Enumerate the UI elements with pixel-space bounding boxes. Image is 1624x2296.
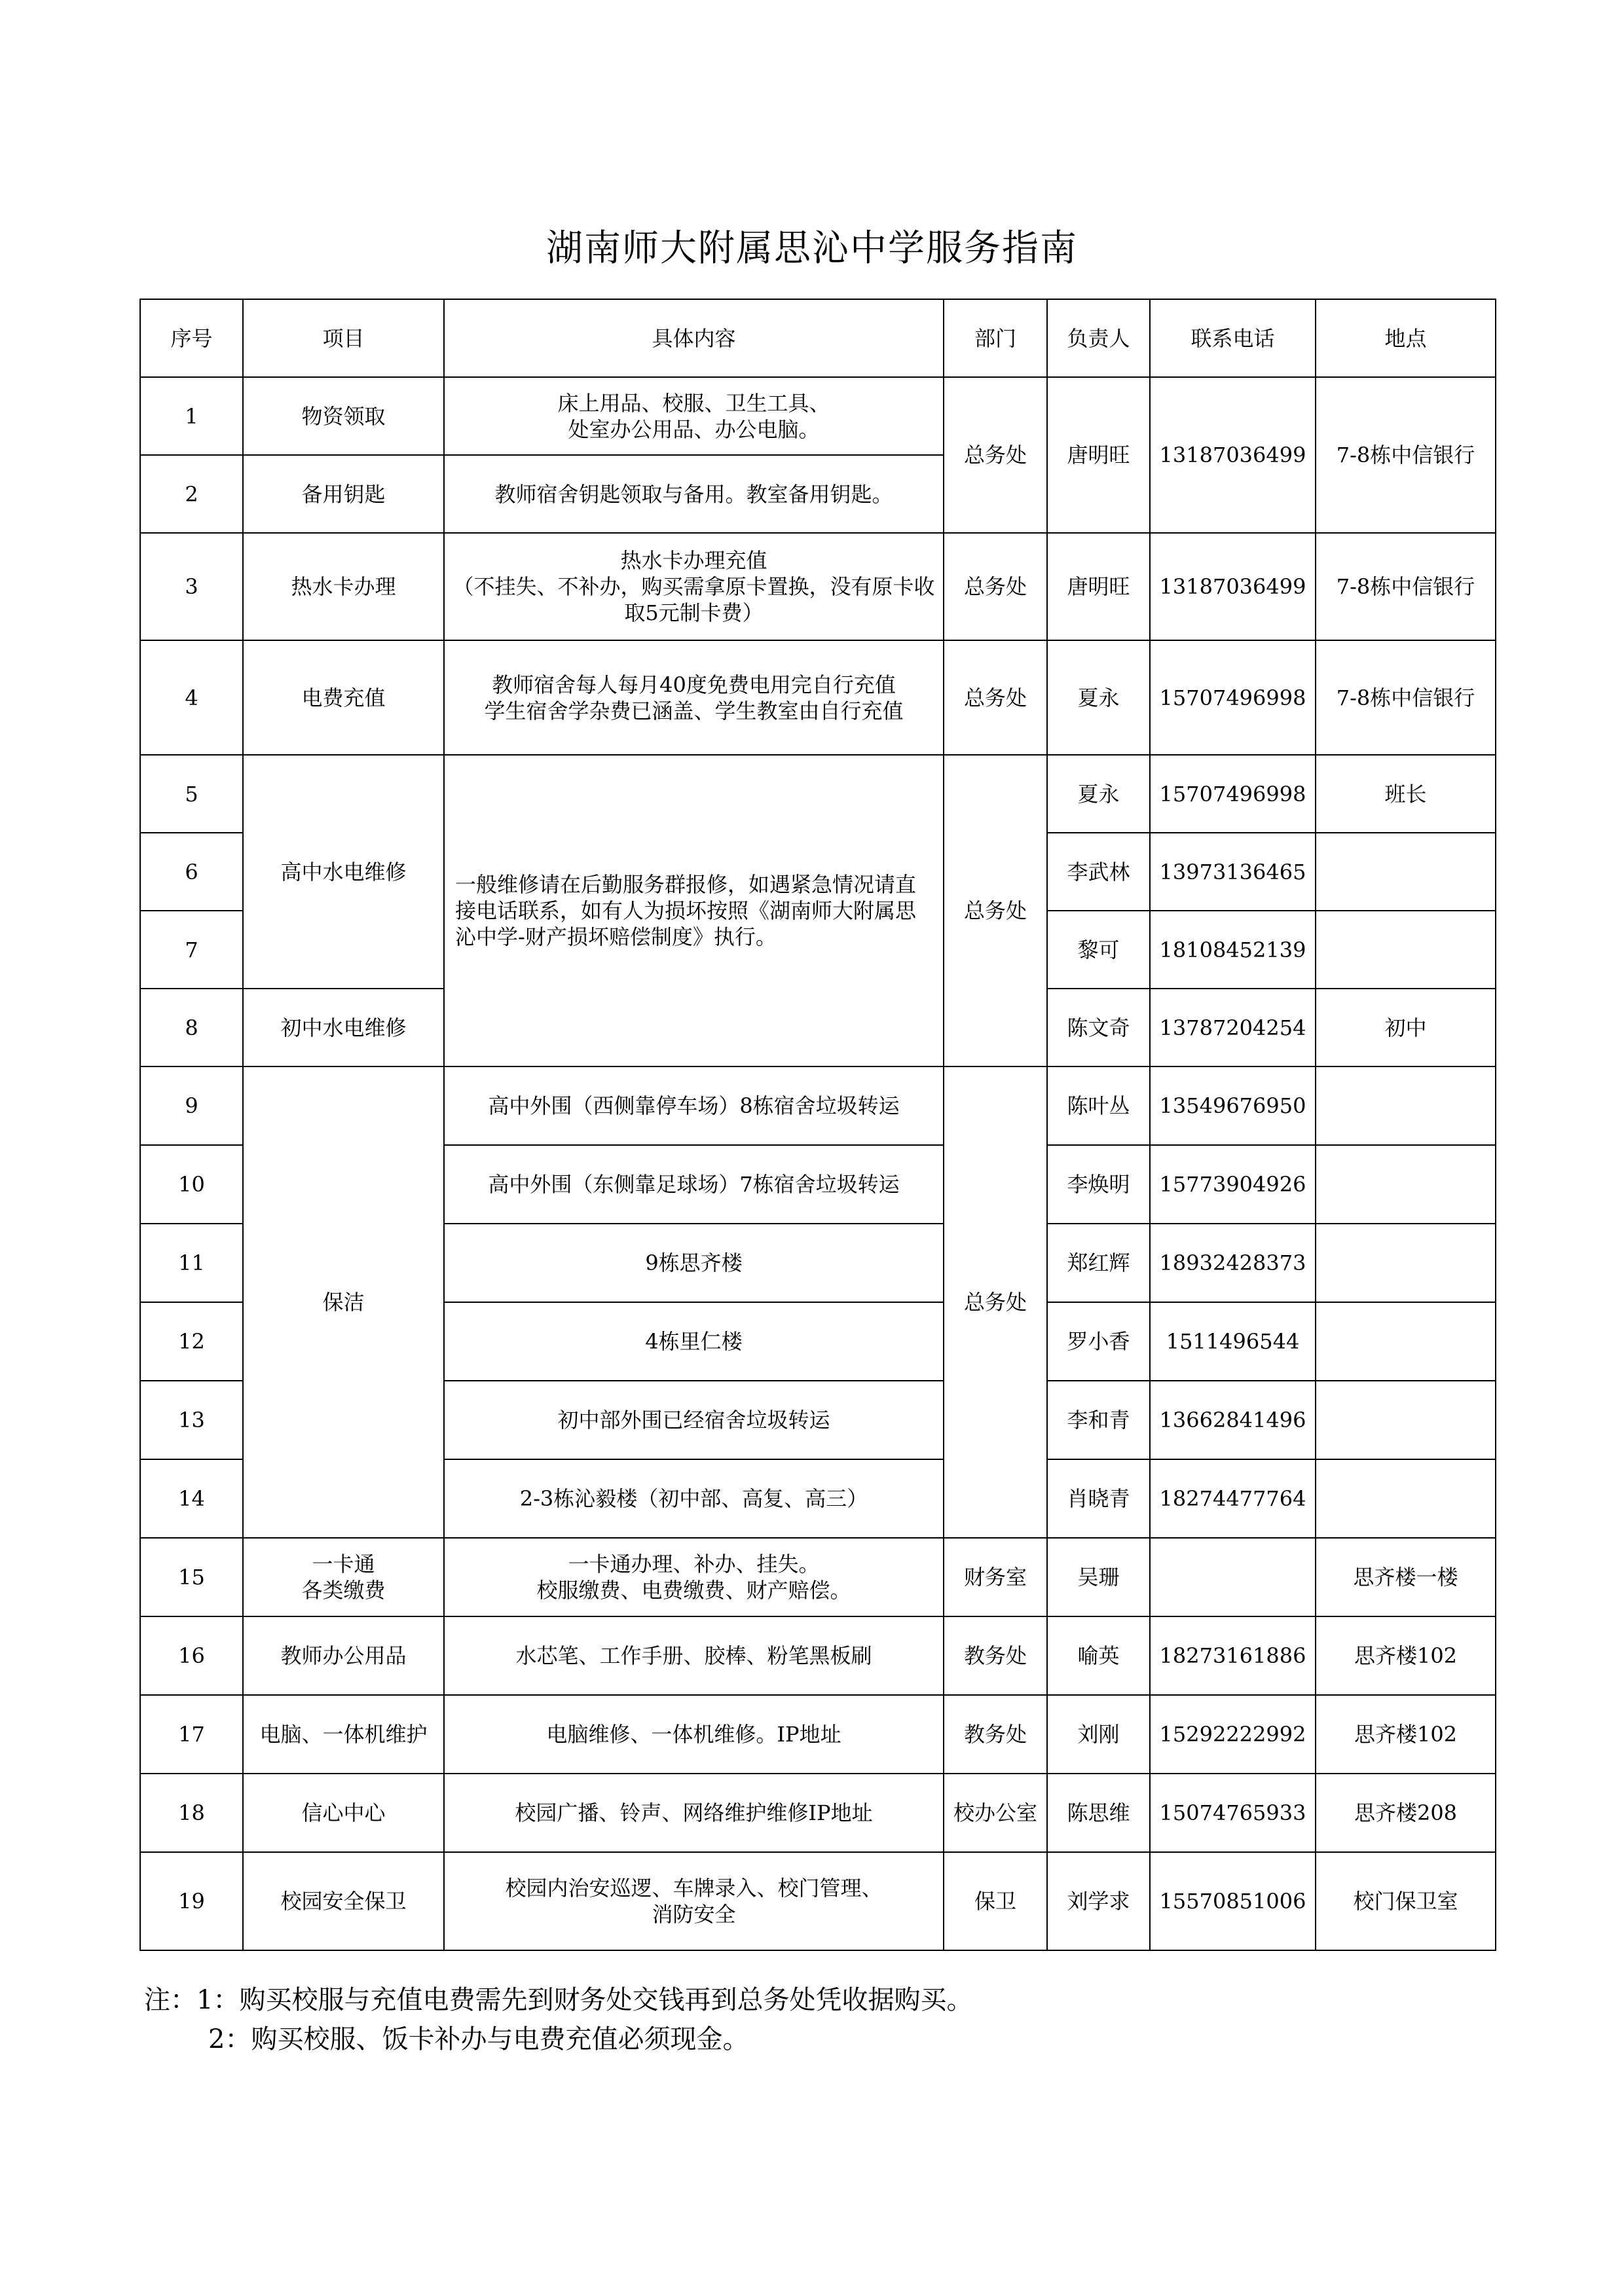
row-content: 4栋里仁楼: [444, 1302, 944, 1381]
header-phone: 联系电话: [1150, 299, 1316, 377]
row-content: 高中外围（西侧靠停车场）8栋宿舍垃圾转运: [444, 1066, 944, 1145]
table-row: [140, 640, 1496, 755]
row-location: [1316, 1066, 1496, 1145]
row-no: 12: [140, 1302, 243, 1381]
row-location: 思齐楼一楼: [1316, 1538, 1496, 1616]
row-no: 9: [140, 1066, 243, 1145]
header-location: 地点: [1316, 299, 1496, 377]
row-phone: 15074765933: [1150, 1774, 1316, 1852]
row-item: 高中水电维修: [243, 755, 444, 989]
row-content: 校园广播、铃声、网络维护维修IP地址: [444, 1774, 944, 1852]
row-person: 李和青: [1047, 1381, 1150, 1459]
table-row: [140, 1066, 1496, 1145]
row-person: 喻英: [1047, 1616, 1150, 1695]
row-no: 16: [140, 1616, 243, 1695]
row-dept: 总务处: [944, 533, 1047, 640]
row-item: 备用钥匙: [243, 455, 444, 533]
row-location: [1316, 1459, 1496, 1538]
service-guide-table: [139, 299, 1496, 1951]
row-location: [1316, 833, 1496, 911]
row-location: 7-8栋中信银行: [1316, 377, 1496, 533]
row-no: 4: [140, 640, 243, 755]
row-content: 水芯笔、工作手册、胶棒、粉笔黑板刷: [444, 1616, 944, 1695]
row-item: 保洁: [243, 1066, 444, 1538]
row-location: 初中: [1316, 989, 1496, 1066]
row-person: 刘刚: [1047, 1695, 1150, 1774]
row-location: [1316, 1381, 1496, 1459]
row-phone: 15570851006: [1150, 1852, 1316, 1950]
row-location: 思齐楼208: [1316, 1774, 1496, 1852]
row-person: 陈文奇: [1047, 989, 1150, 1066]
row-content: 2-3栋沁毅楼（初中部、高复、高三）: [444, 1459, 944, 1538]
row-person: 黎可: [1047, 911, 1150, 989]
row-no: 2: [140, 455, 243, 533]
row-location: 思齐楼102: [1316, 1616, 1496, 1695]
row-item: 教师办公用品: [243, 1616, 444, 1695]
row-dept: 总务处: [944, 1066, 1047, 1538]
row-item: 热水卡办理: [243, 533, 444, 640]
row-content: 高中外围（东侧靠足球场）7栋宿舍垃圾转运: [444, 1145, 944, 1224]
row-no: 8: [140, 989, 243, 1066]
row-person: 夏永: [1047, 755, 1150, 833]
row-person: 郑红辉: [1047, 1224, 1150, 1302]
row-item: 电费充值: [243, 640, 444, 755]
row-no: 3: [140, 533, 243, 640]
row-item: 电脑、一体机维护: [243, 1695, 444, 1774]
table-row: [140, 1616, 1496, 1695]
row-person: 罗小香: [1047, 1302, 1150, 1381]
table-row: [140, 1695, 1496, 1774]
row-content: 床上用品、校服、卫生工具、 处室办公用品、办公电脑。: [444, 377, 944, 455]
row-person: 陈叶丛: [1047, 1066, 1150, 1145]
header-dept: 部门: [944, 299, 1047, 377]
row-person: 夏永: [1047, 640, 1150, 755]
row-person: 吴珊: [1047, 1538, 1150, 1616]
row-no: 5: [140, 755, 243, 833]
row-content: 教师宿舍钥匙领取与备用。教室备用钥匙。: [444, 455, 944, 533]
row-phone: 15707496998: [1150, 640, 1316, 755]
row-phone: 18273161886: [1150, 1616, 1316, 1695]
row-person: 陈思维: [1047, 1774, 1150, 1852]
row-no: 7: [140, 911, 243, 989]
row-person: 刘学求: [1047, 1852, 1150, 1950]
row-no: 1: [140, 377, 243, 455]
table-row: [140, 1774, 1496, 1852]
row-no: 19: [140, 1852, 243, 1950]
row-no: 18: [140, 1774, 243, 1852]
row-phone: 13549676950: [1150, 1066, 1316, 1145]
row-item: 一卡通 各类缴费: [243, 1538, 444, 1616]
header-content: 具体内容: [444, 299, 944, 377]
row-phone: 18108452139: [1150, 911, 1316, 989]
note-line-1: 注：1：购买校服与充值电费需先到财务处交钱再到总务处凭收据购买。: [144, 1985, 973, 2015]
row-no: 14: [140, 1459, 243, 1538]
row-phone: 13187036499: [1150, 533, 1316, 640]
table-header-row: [140, 299, 1496, 377]
row-content: 9栋思齐楼: [444, 1224, 944, 1302]
row-dept: 保卫: [944, 1852, 1047, 1950]
row-content: 热水卡办理充值 （不挂失、不补办，购买需拿原卡置换，没有原卡收取5元制卡费）: [444, 533, 944, 640]
row-location: [1316, 911, 1496, 989]
row-content: 初中部外围已经宿舍垃圾转运: [444, 1381, 944, 1459]
row-phone: 13973136465: [1150, 833, 1316, 911]
row-content: 一般维修请在后勤服务群报修，如遇紧急情况请直接电话联系，如有人为损坏按照《湖南师大附属思沁中学-财产损坏赔偿制度》执行。: [444, 755, 944, 1066]
row-phone: 15707496998: [1150, 755, 1316, 833]
row-content: 校园内治安巡逻、车牌录入、校门管理、 消防安全: [444, 1852, 944, 1950]
row-dept: 总务处: [944, 377, 1047, 533]
row-dept: 总务处: [944, 755, 1047, 1066]
row-phone: 13187036499: [1150, 377, 1316, 533]
row-phone: 1511496544: [1150, 1302, 1316, 1381]
row-person: 李焕明: [1047, 1145, 1150, 1224]
row-person: 李武林: [1047, 833, 1150, 911]
header-item: 项目: [243, 299, 444, 377]
row-location: 班长: [1316, 755, 1496, 833]
table-row: [140, 377, 1496, 455]
row-dept: 财务室: [944, 1538, 1047, 1616]
row-no: 13: [140, 1381, 243, 1459]
row-no: 15: [140, 1538, 243, 1616]
row-no: 11: [140, 1224, 243, 1302]
row-phone: 18274477764: [1150, 1459, 1316, 1538]
row-location: 校门保卫室: [1316, 1852, 1496, 1950]
notes-section: [144, 1980, 972, 2059]
row-dept: 教务处: [944, 1616, 1047, 1695]
row-location: [1316, 1145, 1496, 1224]
row-phone: 18932428373: [1150, 1224, 1316, 1302]
row-phone: 13662841496: [1150, 1381, 1316, 1459]
row-location: [1316, 1302, 1496, 1381]
table-row: [140, 755, 1496, 833]
header-person: 负责人: [1047, 299, 1150, 377]
row-phone: [1150, 1538, 1316, 1616]
row-content: 一卡通办理、补办、挂失。 校服缴费、电费缴费、财产赔偿。: [444, 1538, 944, 1616]
row-dept: 校办公室: [944, 1774, 1047, 1852]
row-no: 17: [140, 1695, 243, 1774]
row-no: 10: [140, 1145, 243, 1224]
row-location: [1316, 1224, 1496, 1302]
note-line-2: 2：购买校服、饭卡补办与电费充值必须现金。: [208, 2024, 749, 2054]
row-location: 思齐楼102: [1316, 1695, 1496, 1774]
page-title: 湖南师大附属思沁中学服务指南: [546, 227, 1078, 270]
header-no: 序号: [140, 299, 243, 377]
row-location: 7-8栋中信银行: [1316, 640, 1496, 755]
table-row: [140, 533, 1496, 640]
row-item: 初中水电维修: [243, 989, 444, 1066]
row-item: 信心中心: [243, 1774, 444, 1852]
row-phone: 15292222992: [1150, 1695, 1316, 1774]
row-phone: 15773904926: [1150, 1145, 1316, 1224]
row-phone: 13787204254: [1150, 989, 1316, 1066]
row-location: 7-8栋中信银行: [1316, 533, 1496, 640]
row-content: 教师宿舍每人每月40度免费电用完自行充值 学生宿舍学杂费已涵盖、学生教室由自行充值: [444, 640, 944, 755]
table-row: [140, 1852, 1496, 1950]
row-item: 物资领取: [243, 377, 444, 455]
row-item: 校园安全保卫: [243, 1852, 444, 1950]
row-person: 唐明旺: [1047, 377, 1150, 533]
row-content: 电脑维修、一体机维修。IP地址: [444, 1695, 944, 1774]
row-no: 6: [140, 833, 243, 911]
row-dept: 教务处: [944, 1695, 1047, 1774]
row-person: 肖晓青: [1047, 1459, 1150, 1538]
row-dept: 总务处: [944, 640, 1047, 755]
table-row: [140, 1538, 1496, 1616]
row-person: 唐明旺: [1047, 533, 1150, 640]
